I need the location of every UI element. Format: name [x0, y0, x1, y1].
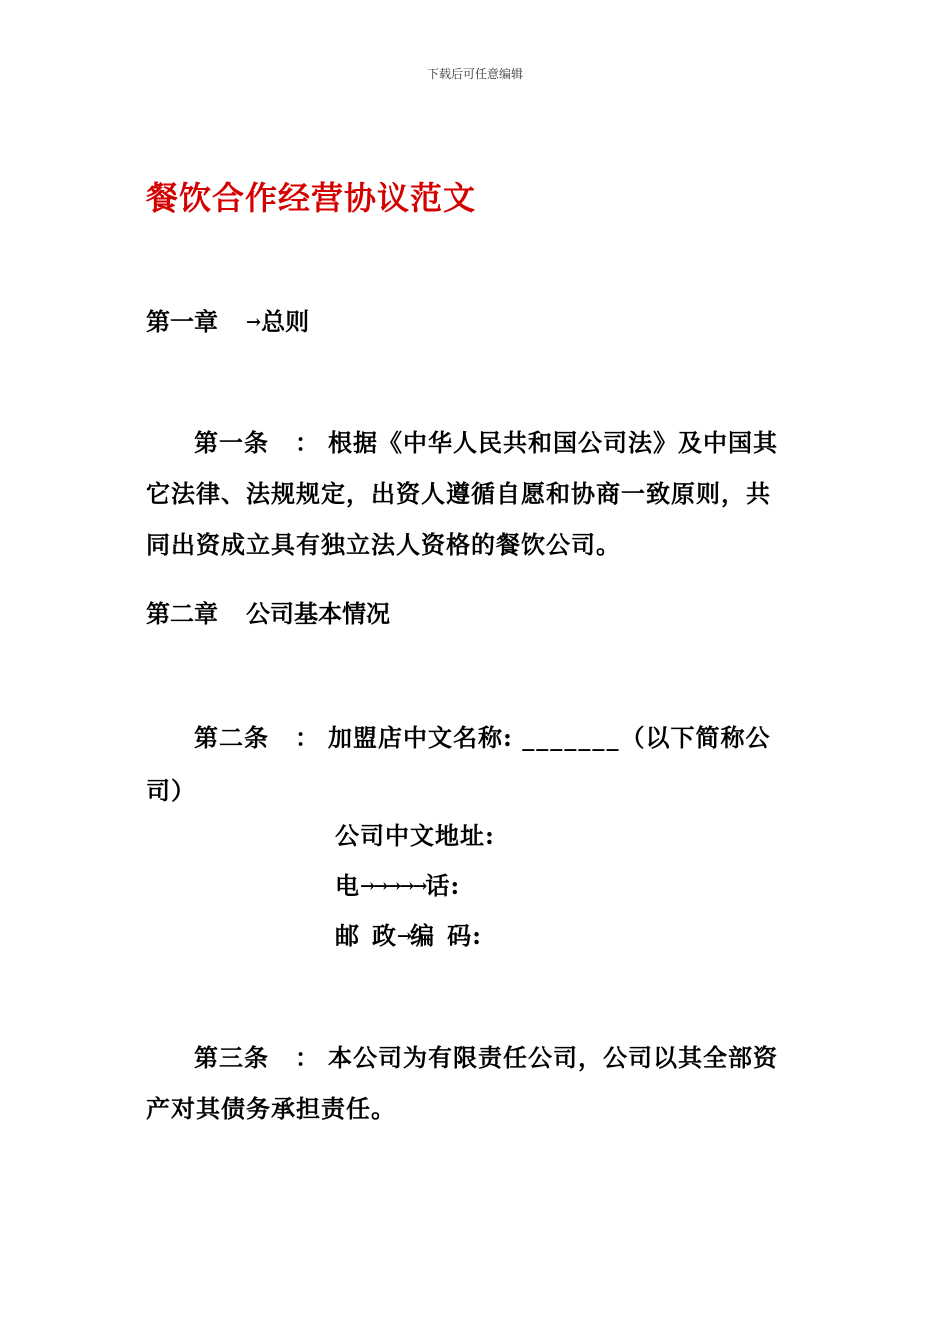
chapter-2-heading: [146, 598, 390, 630]
tab-arrow-icon: →→→→→: [360, 876, 426, 897]
article-1-text: 根据《中华人民共和国公司法》及中国其它法律、法规规定，出资人遵循自愿和协商一致原则，共同出资成立具有独立法人资格的餐饮公司。: [146, 428, 778, 559]
article-2-separator: ：: [295, 723, 320, 752]
article-3-text: 本公司为有限责任公司，公司以其全部资产对其债务承担责任。: [146, 1043, 778, 1123]
page-header: 下载后可任意编辑: [426, 67, 523, 81]
tab-arrow-icon: →: [397, 926, 411, 947]
postal-label-2: 政: [372, 921, 397, 950]
article-3-label: 第三条: [194, 1043, 269, 1072]
postal-label-4: 码:: [447, 921, 482, 950]
chapter-2-number: 第二章: [146, 599, 218, 628]
article-1-separator: ：: [295, 428, 320, 457]
phone-line: [335, 870, 460, 903]
article-2-text-after: （以下简称公司）: [146, 723, 771, 805]
article-2: [146, 712, 786, 816]
article-1: [146, 417, 786, 570]
chapter-2-title: 公司基本情况: [246, 599, 390, 628]
postal-label-1: 邮: [335, 921, 360, 950]
tab-arrow-icon: →: [246, 312, 262, 333]
chapter-1-heading: [146, 306, 309, 339]
address-line: [335, 820, 495, 852]
postal-label-3: 编: [410, 921, 436, 950]
article-2-label: 第二条: [194, 723, 269, 752]
article-3-separator: ：: [295, 1043, 320, 1072]
phone-label-last: 话:: [425, 871, 461, 900]
chapter-1-title: 总则: [261, 307, 310, 336]
address-label: 公司中文地址:: [335, 821, 495, 850]
postal-line: [335, 920, 482, 953]
article-2-blank: _______: [522, 727, 621, 751]
article-3: [146, 1032, 786, 1134]
article-2-text-before: 加盟店中文名称:: [328, 723, 523, 752]
phone-label-first: 电: [335, 871, 360, 900]
chapter-1-number: 第一章: [146, 307, 218, 336]
document-title: 餐饮合作经营协议范文: [146, 179, 477, 217]
article-1-label: 第一条: [194, 428, 269, 457]
